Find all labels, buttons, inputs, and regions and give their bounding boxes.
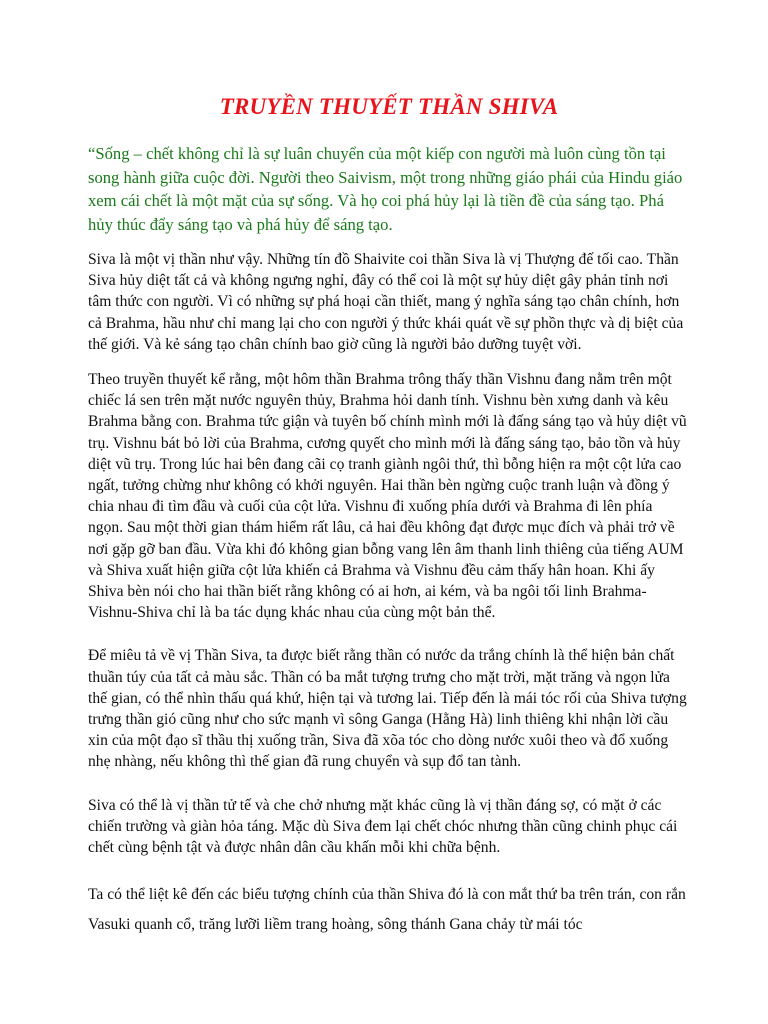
paragraph-4: Siva có thể là vị thần tử tế và che chở nhưng mặt khác cũng là vị thần đáng sợ, có mặt ở các chiến trường và giàn hỏa táng. Mặc dù Siva đem lại chết chóc nhưng thần cũng chinh phục cái chết cùng bệnh tật và được nhân dân cầu khấn mỗi khi chữa bệnh.: [88, 796, 678, 857]
document-title: TRUYỀN THUYẾT THẦN SHIVA: [219, 94, 559, 119]
paragraph-2: Theo truyền thuyết kể rằng, một hôm thần Brahma trông thấy thần Vishnu đang nằm trên một chiếc lá sen trên mặt nước nguyên thủy, Brahma hỏi danh tính. Vishnu bèn xưng danh và kêu Brahma bằng con. Brahma tức giận và tuyên bố chính mình mới là đấng sáng tạo và hủy diệt vũ trụ. Vishnu bát bỏ lời của Brahma, cương quyết cho mình mới là đấng sáng tạo, bảo tồn và hủy diệt vũ trụ. Trong lúc hai bên đang cãi cọ tranh giành ngôi thứ, thì bỗng hiện ra một cột lửa cao ngất, tưởng chừng như không có khởi nguyên. Hai thần bèn ngừng cuộc tranh luận và đồng ý chia nhau đi tìm đầu và cuối của cột lửa. Vishnu đi xuống phía dưới và Brahma đi lên phía ngọn. Sau một thời gian thám hiểm rất lâu, cả hai đều không đạt được mục đích và phải trở về nơi gặp gỡ ban đầu. Vừa khi đó không gian bỗng vang lên âm thanh linh thiêng của tiếng AUM và Shiva xuất hiện giữa cột lửa khiến cả Brahma và Vishnu đều cảm thấy hân hoan. Khi ấy Shiva bèn nói cho hai thần biết rằng không có ai hơn, ai kém, và ba ngôi tối linh Brahma-Vishnu-Shiva chỉ là ba tác dụng khác nhau của cùng một bản thể.: [88, 371, 687, 622]
paragraph-1: Siva là một vị thần như vậy. Những tín đồ Shaivite coi thần Siva là vị Thượng đế tối cao. Thần Siva hủy diệt tất cả và không ngưng nghỉ, đây có thể coi là một sự hủy diệt gây phản tỉnh nơi tâm thức con người. Vì có những sự phá hoại cần thiết, mang ý nghĩa sáng tạo chân chính, hơn cả Brahma, hầu như chỉ mang lại cho con người ý thức khái quát về sự phồn thực và dị biệt của thế giới. Và kẻ sáng tạo chân chính bao giờ cũng là người bảo dưỡng tuyệt vời.: [88, 251, 684, 353]
paragraph-3: Để miêu tả về vị Thần Siva, ta được biết rằng thần có nước da trắng chính là thể hiện bản chất thuần túy của tất cả màu sắc. Thần có ba mắt tượng trưng cho mặt trời, mặt trăng và ngọn lửa thế gian, có thể nhìn thấu quá khứ, hiện tại và tương lai. Tiếp đến là mái tóc rối của Shiva tượng trưng thần gió cũng như cho sức mạnh vì sông Ganga (Hằng Hà) linh thiêng khi nhận lời cầu xin của một đạo sĩ thầu thị xuống trần, Siva đã xõa tóc cho dòng nước xuôi theo và đổ xuống nhẹ nhàng, nếu không thì thế gian đã rung chuyển và sụp đổ tan tành.: [88, 647, 687, 771]
intro-quote: “Sống – chết không chỉ là sự luân chuyển của một kiếp con người mà luôn cùng tồn tại song hành giữa cuộc đời. Người theo Saivism, một trong những giáo phái của Hindu giáo xem cái chết là một mặt của sự sống. Và họ coi phá hủy lại là tiền đề của sáng tạo. Phá hủy thúc đẩy sáng tạo và phá hủy để sáng tạo.: [88, 144, 683, 234]
paragraph-5: Ta có thể liệt kê đến các biểu tượng chính của thần Shiva đó là con mắt thứ ba trên trán, con rắn Vasuki quanh cổ, trăng lưỡi liềm trang hoàng, sông thánh Gana chảy từ mái tóc: [88, 886, 686, 934]
